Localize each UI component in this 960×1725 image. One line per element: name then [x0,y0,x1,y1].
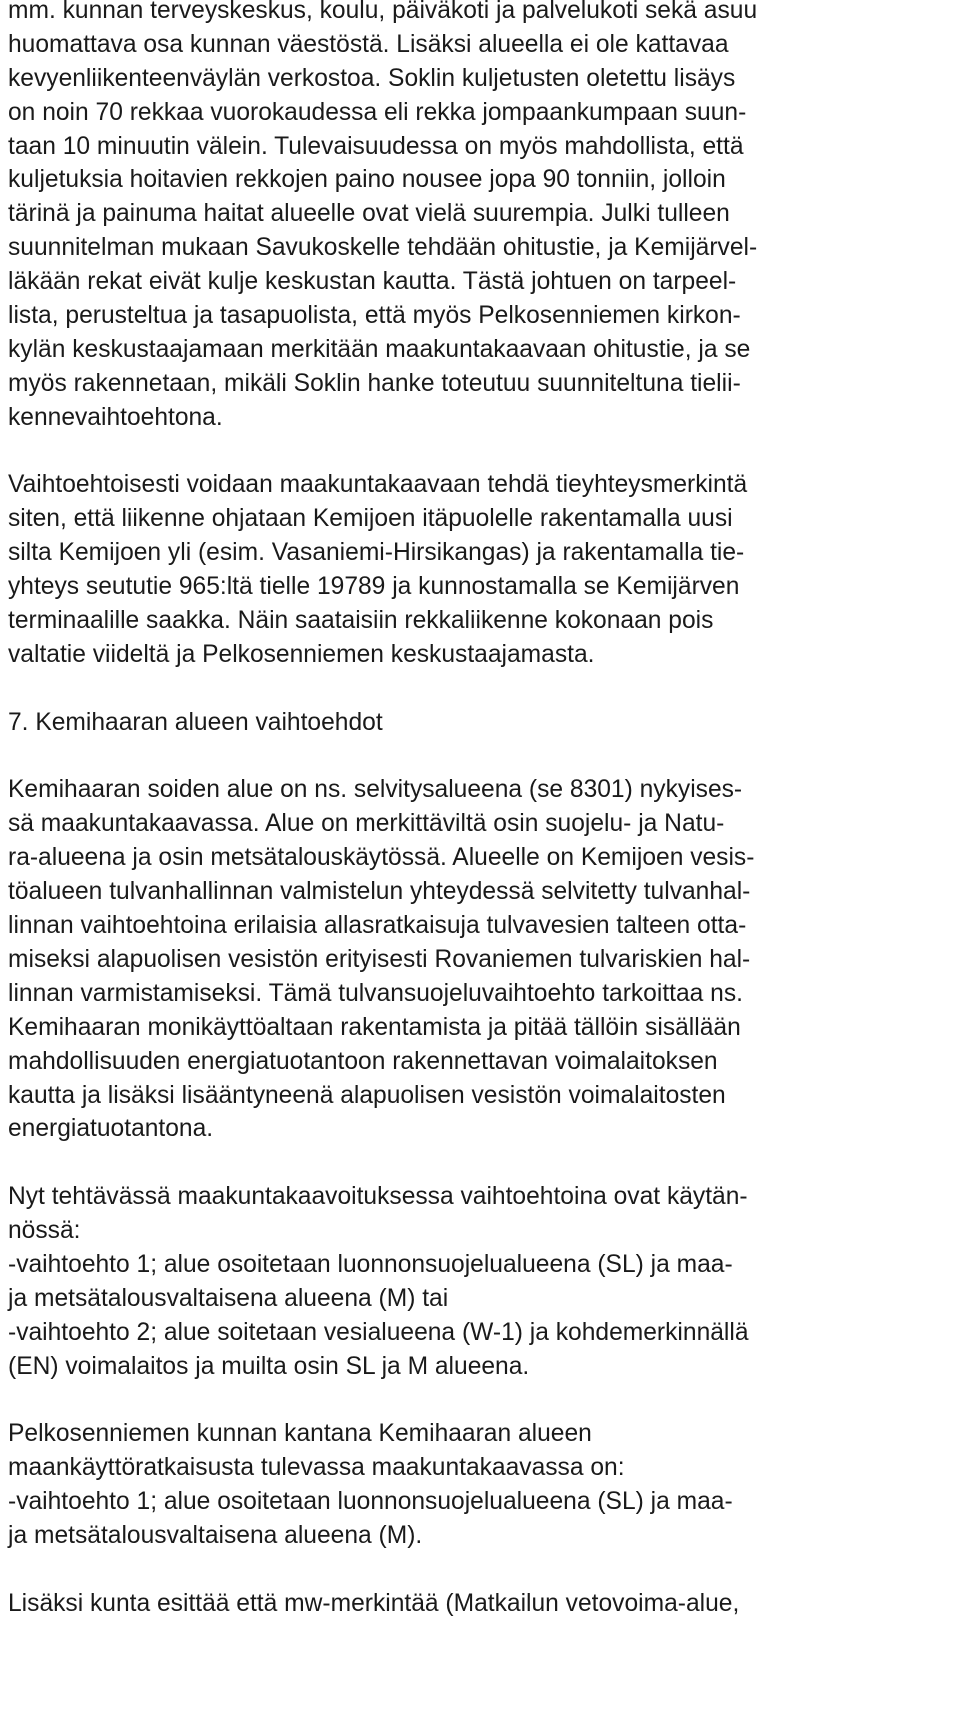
paragraph-spacer [8,1553,958,1587]
text-line: kuljetuksia hoitavien rekkojen paino nousee jopa 90 tonniin, jolloin [8,166,726,194]
text-line: siten, että liikenne ohjataan Kemijoen itäpuolelle rakentamalla uusi [8,505,733,533]
text-line: (EN) voimalaitos ja muilta osin SL ja M alueena. [8,1352,530,1380]
text-line: miseksi alapuolisen vesistön erityisesti Rovaniemen tulvariskien hal- [8,945,751,973]
text-line: tärinä ja painuma haitat alueelle ovat vielä suurempia. Julki tulleen [8,200,730,228]
text-line: mm. kunnan terveyskeskus, koulu, päiväkoti ja palvelukoti sekä asuu [8,0,758,24]
text-line: ja metsätalousvaltaisena alueena (M). [8,1522,423,1550]
text-line: lista, perusteltua ja tasapuolista, että myös Pelkosenniemen kirkon- [8,302,741,330]
text-line: Kemihaaran monikäyttöaltaan rakentamista ja pitää tällöin sisällään [8,1013,741,1041]
text-line: ra-alueena ja osin metsätalouskäytössä. Alueelle on Kemijoen vesis- [8,844,755,872]
text-line: töalueen tulvanhallinnan valmistelun yhteydessä selvitetty tulvanhal- [8,878,751,906]
text-line: valtatie viideltä ja Pelkosenniemen keskustaajamasta. [8,640,595,668]
paragraph-alternative-route [8,468,958,671]
text-line: ja metsätalousvaltaisena alueena (M) tai [8,1284,449,1312]
text-line: -vaihtoehto 1; alue osoitetaan luonnonsuojelualueena (SL) ja maa- [8,1250,733,1278]
text-line: huomattava osa kunnan väestöstä. Lisäksi alueella ei ole kattavaa [8,30,729,58]
text-line: Vaihtoehtoisesti voidaan maakuntakaavaan tehdä tieyhteysmerkintä [8,471,748,499]
text-line: energiatuotantona. [8,1115,214,1143]
paragraph-spacer [8,740,958,774]
text-line: -vaihtoehto 2; alue soitetaan vesialueena (W-1) ja kohdemerkinnällä [8,1318,749,1346]
text-line: on noin 70 rekkaa vuorokaudessa eli rekka jompaankumpaan suun- [8,98,747,126]
paragraph-road-transport [8,0,958,435]
text-line: nössä: [8,1217,81,1245]
text-line: yhteys seututie 965:ltä tielle 19789 ja kunnostamalla se Kemijärven [8,573,740,601]
text-line: myös rakennetaan, mikäli Soklin hanke toteutuu suunniteltuna tielii- [8,369,741,397]
paragraph-spacer [8,1146,958,1180]
text-line: mahdollisuuden energiatuotantoon rakennettavan voimalaitoksen [8,1047,718,1075]
text-line: kautta ja lisäksi lisääntyneenä alapuolisen vesistön voimalaitosten [8,1081,726,1109]
text-line: kevyenliikenteenväylän verkostoa. Soklin kuljetusten oletettu lisäys [8,64,736,92]
text-line: -vaihtoehto 1; alue osoitetaan luonnonsuojelualueena (SL) ja maa- [8,1488,733,1516]
text-line: Lisäksi kunta esittää että mw-merkintää (Matkailun vetovoima-alue, [8,1589,740,1617]
paragraph-planning-alternatives [8,1180,958,1383]
text-line: kennevaihtoehtona. [8,403,223,431]
section-heading [8,706,958,740]
text-line: silta Kemijoen yli (esim. Vasaniemi-Hirsikangas) ja rakentamalla tie- [8,539,745,567]
text-line: läkään rekat eivät kulje keskustan kautta. Tästä johtuen on tarpeel- [8,268,737,296]
paragraph-spacer [8,1384,958,1418]
paragraph-kemihaara-area [8,773,958,1146]
text-line: maankäyttöratkaisusta tulevassa maakuntakaavassa on: [8,1454,625,1482]
paragraph-spacer [8,435,958,469]
paragraph-municipality-position [8,1417,958,1553]
text-line: taan 10 minuutin välein. Tulevaisuudessa on myös mahdollista, että [8,132,744,160]
text-line: terminaalille saakka. Näin saataisiin rekkaliikenne kokonaan pois [8,607,714,635]
paragraph-spacer [8,672,958,706]
text-line: Kemihaaran soiden alue on ns. selvitysalueena (se 8301) nykyises- [8,776,743,804]
document-page [8,0,958,1621]
text-line: sä maakuntakaavassa. Alue on merkittäviltä osin suojelu- ja Natu- [8,810,725,838]
paragraph-additional-proposal [8,1587,958,1621]
text-line: Nyt tehtävässä maakuntakaavoituksessa vaihtoehtoina ovat käytän- [8,1183,748,1211]
text-line: Pelkosenniemen kunnan kantana Kemihaaran alueen [8,1420,592,1448]
text-line: linnan varmistamiseksi. Tämä tulvansuojeluvaihtoehto tarkoittaa ns. [8,979,743,1007]
text-line: suunnitelman mukaan Savukoskelle tehdään ohitustie, ja Kemijärvel- [8,234,758,262]
text-line: kylän keskustaajamaan merkitään maakuntakaavaan ohitustie, ja se [8,335,751,363]
heading-text: 7. Kemihaaran alueen vaihtoehdot [8,708,383,736]
text-line: linnan vaihtoehtoina erilaisia allasratkaisuja tulvavesien talteen otta- [8,912,747,940]
